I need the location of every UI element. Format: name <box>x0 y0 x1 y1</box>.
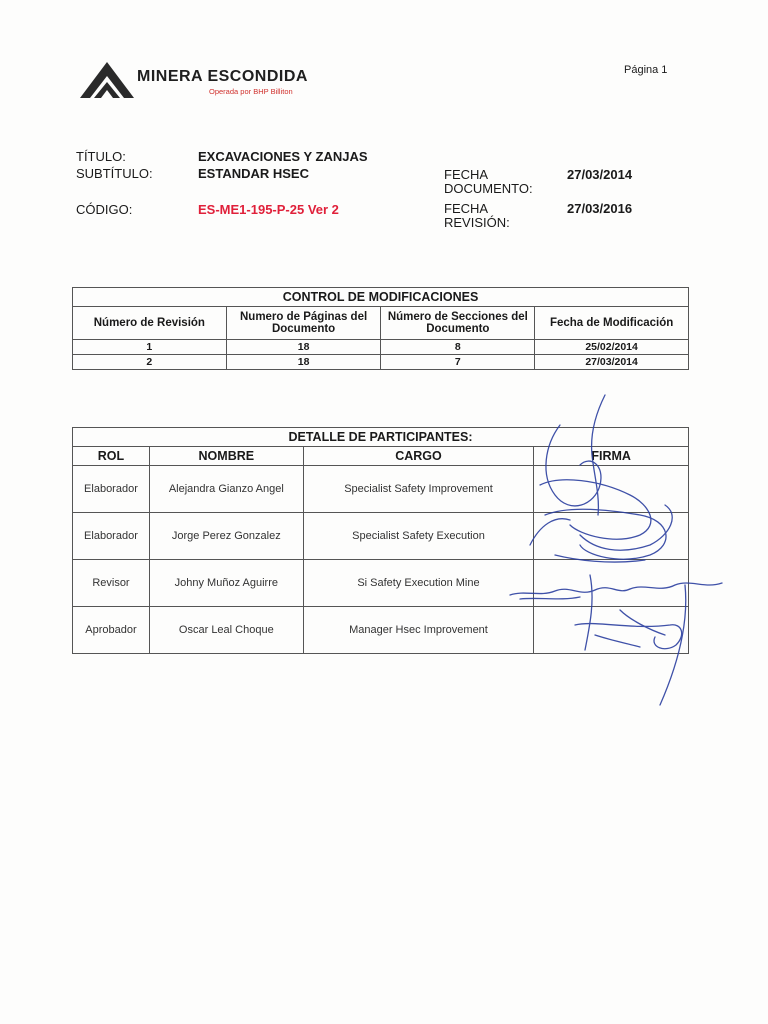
firma-cell <box>534 513 689 560</box>
rol-cell: Elaborador <box>73 466 150 513</box>
logo-name: MINERA ESCONDIDA <box>137 68 308 85</box>
modifications-title: CONTROL DE MODIFICACIONES <box>73 288 689 307</box>
nombre-cell: Jorge Perez Gonzalez <box>149 513 303 560</box>
fecha-revision-label-line1: FECHA <box>444 201 489 216</box>
cargo-cell: Manager Hsec Improvement <box>303 607 534 654</box>
rol-cell: Revisor <box>73 560 150 607</box>
table-row <box>73 560 689 607</box>
company-logo <box>80 60 320 100</box>
fecha-revision-label-line2: REVISIÓN: <box>444 215 510 230</box>
header-fecha-modificacion: Fecha de Modificación <box>535 307 689 340</box>
codigo-label: CÓDIGO: <box>76 202 133 217</box>
modifications-table <box>72 287 689 370</box>
table-row <box>73 607 689 654</box>
cargo-cell: Specialist Safety Improvement <box>303 466 534 513</box>
fecha-documento-label-line1: FECHA <box>444 167 489 182</box>
firma-cell <box>534 560 689 607</box>
cargo-cell: Si Safety Execution Mine <box>303 560 534 607</box>
nombre-cell: Oscar Leal Choque <box>149 607 303 654</box>
fecha-documento-label <box>444 168 533 196</box>
pages-cell: 18 <box>226 340 381 355</box>
participants-title: DETALLE DE PARTICIPANTES: <box>73 428 689 447</box>
rol-cell: Aprobador <box>73 607 150 654</box>
rol-cell: Elaborador <box>73 513 150 560</box>
revision-cell: 1 <box>73 340 227 355</box>
fecha-revision-value: 27/03/2016 <box>567 201 633 216</box>
table-row <box>73 466 689 513</box>
subtitulo-label: SUBTÍTULO: <box>76 166 153 181</box>
header-nombre: NOMBRE <box>149 447 303 466</box>
sections-cell: 8 <box>381 340 535 355</box>
date-cell: 25/02/2014 <box>535 340 689 355</box>
revision-cell: 2 <box>73 355 227 370</box>
titulo-label: TÍTULO: <box>76 149 126 164</box>
table-row <box>73 513 689 560</box>
subtitulo-value: ESTANDAR HSEC <box>198 166 309 181</box>
fecha-revision-label <box>444 202 510 230</box>
firma-cell <box>534 607 689 654</box>
header-numero-secciones: Número de Secciones del Documento <box>381 307 535 340</box>
header-numero-paginas: Numero de Páginas del Documento <box>226 307 381 340</box>
table-row <box>73 355 689 370</box>
date-cell: 27/03/2014 <box>535 355 689 370</box>
codigo-value: ES-ME1-195-P-25 Ver 2 <box>198 202 339 217</box>
nombre-cell: Alejandra Gianzo Angel <box>149 466 303 513</box>
header-cargo: CARGO <box>303 447 534 466</box>
page-number: Página 1 <box>624 64 668 76</box>
fecha-documento-value: 27/03/2014 <box>567 167 633 182</box>
cargo-cell: Specialist Safety Execution <box>303 513 534 560</box>
sections-cell: 7 <box>381 355 535 370</box>
logo-subtitle: Operada por BHP Billiton <box>209 87 293 96</box>
fecha-documento-label-line2: DOCUMENTO: <box>444 181 533 196</box>
pages-cell: 18 <box>226 355 381 370</box>
firma-cell <box>534 466 689 513</box>
nombre-cell: Johny Muñoz Aguirre <box>149 560 303 607</box>
header-firma: FIRMA <box>534 447 689 466</box>
participants-table <box>72 427 689 654</box>
mountain-logo-icon <box>80 60 134 100</box>
header-rol: ROL <box>73 447 150 466</box>
header-numero-revision: Número de Revisión <box>73 307 227 340</box>
table-row <box>73 340 689 355</box>
titulo-value: EXCAVACIONES Y ZANJAS <box>198 149 368 164</box>
